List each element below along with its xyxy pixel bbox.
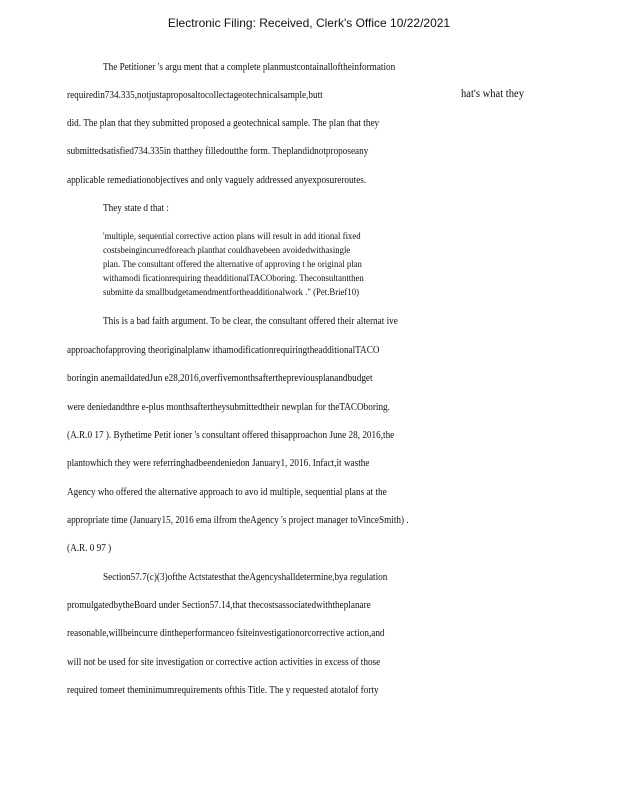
line-20: required tomeet theminimumrequirements ofthis Title. The y requested atotalof forty [67, 685, 379, 696]
line-15: (A.R. 0 97 ) [67, 543, 112, 554]
quote-line-4: withamodi ficationrequiring theadditionalTACOboring. Theconsultantthen [103, 274, 364, 284]
quote-line-3: plan. The consultant offered the alternative of approving t he original plan [103, 260, 362, 270]
line-13: Agency who offered the alternative approach to avo id multiple, sequential plans at the [67, 487, 387, 498]
line-11: (A.R.0 17 ). Bythetime Petit ioner 's consultant offered thisapproachon June 28, 2016,the [67, 430, 395, 441]
filing-header: Electronic Filing: Received, Clerk's Office 10/22/2021 [167, 16, 451, 30]
line-14: appropriate time (January15, 2016 ema ilfrom theAgency 's project manager toVinceSmith) . [67, 515, 409, 526]
line-4: submittedsatisfied734.335in thatthey filledoutthe form. Theplandidnotproposeany [67, 146, 369, 157]
line-2b: hat's what they [461, 88, 525, 100]
quote-line-5: submitte da smallbudgetamendmentfortheadditionalwork ." (Pet.Brief10) [103, 288, 360, 298]
line-19: will not be used for site investigation or corrective action activities in excess of those [67, 657, 381, 668]
line-10: were deniedandthre e-plus monthsaftertheysubmittedtheir newplan for theTACOboring. [67, 402, 390, 413]
line-9: boringin anemaildatedJun e28,2016,overfivemonthsafterthepreviousplanandbudget [67, 373, 373, 384]
line-18: reasonable,willbeincurre dintheperformanceo fsiteinvestigationorcorrective action,and [67, 628, 385, 639]
line-5: applicable remediationobjectives and only vaguely addressed anyexposureroutes. [67, 175, 367, 186]
line-6: They state d that : [103, 203, 169, 214]
quote-line-2: costsbeingincurredforeach planthat couldhavebeen avoidedwithasingle [103, 246, 351, 256]
quote-line-1: 'multiple, sequential corrective action plans will result in add itional fixed [103, 232, 361, 242]
line-2: requiredin734.335,notjustaproposaltocollectageotechnicalsample,butt [67, 90, 323, 101]
line-7: This is a bad faith argument. To be clear, the consultant offered their alternat ive [103, 316, 398, 327]
line-3: did. The plan that they submitted proposed a geotechnical sample. The plan that they [67, 118, 380, 129]
line-12: plantowhich they were referringhadbeendeniedon January1, 2016. Infact,it wasthe [67, 458, 370, 469]
line-17: promulgatedbytheBoard under Section57.14,that thecostsassociatedwiththeplanare [67, 600, 371, 611]
line-16: Section57.7(c)(3)ofthe Actstatesthat theAgencyshalldetermine,bya regulation [103, 572, 388, 583]
line-8: approachofapproving theoriginalplanw ithamodificationrequiringtheadditionalTACO [67, 345, 380, 356]
line-1: The Petitioner 's argu ment that a complete planmustcontainalloftheinformation [103, 62, 396, 73]
